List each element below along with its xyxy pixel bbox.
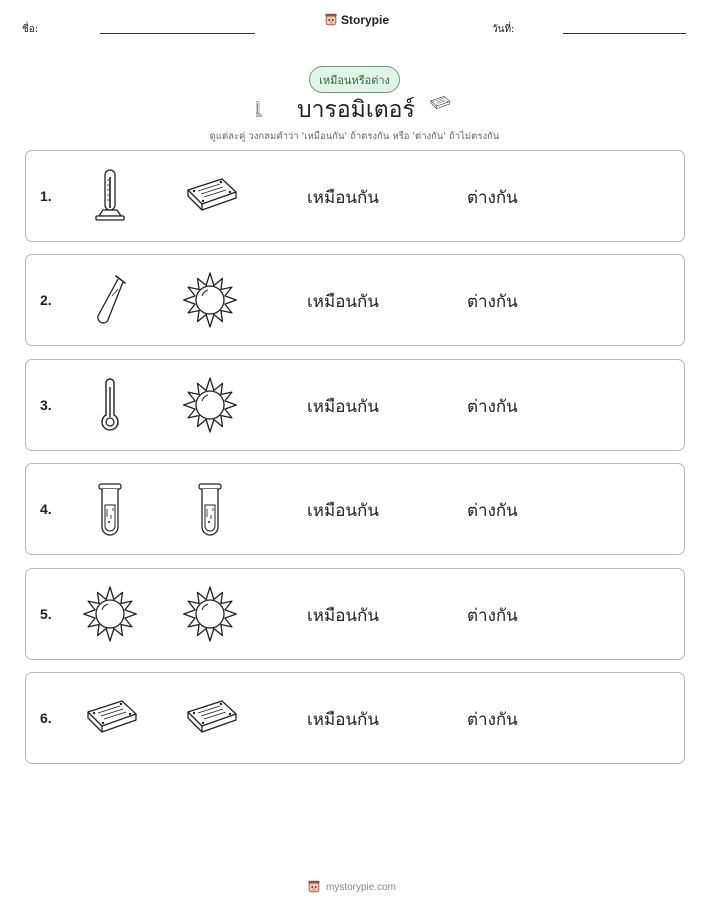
- row-number: 2.: [40, 292, 52, 308]
- row-number: 3.: [40, 397, 52, 413]
- different-option[interactable]: ต่างกัน: [467, 188, 518, 208]
- same-option[interactable]: เหมือนกัน: [307, 606, 379, 626]
- same-option[interactable]: เหมือนกัน: [307, 710, 379, 730]
- sun-icon: [182, 586, 238, 642]
- exercise-row: [25, 672, 685, 764]
- sun-icon: [182, 377, 238, 433]
- storypie-mascot-icon: [324, 13, 338, 27]
- worksheet-header: [0, 0, 709, 50]
- liquid-test-tube-icon: [182, 481, 238, 537]
- brand-logo: [324, 13, 389, 27]
- barometer-plate-icon: [182, 168, 238, 224]
- row-number: 5.: [40, 606, 52, 622]
- date-input-line[interactable]: [563, 33, 686, 34]
- barometer-plate-icon: [426, 96, 458, 124]
- liquid-test-tube-icon: [82, 481, 138, 537]
- name-label: ชื่อ:: [22, 24, 39, 35]
- page-title: บารอมิเตอร์: [297, 97, 415, 123]
- barometer-plate-icon: [182, 690, 238, 746]
- exercise-row: [25, 568, 685, 660]
- sun-icon: [82, 586, 138, 642]
- worksheet-type-badge: เหมือนหรือต่าง: [309, 66, 400, 93]
- sun-icon: [182, 272, 238, 328]
- same-option[interactable]: เหมือนกัน: [307, 292, 379, 312]
- date-label: วันที่:: [492, 24, 515, 35]
- different-option[interactable]: ต่างกัน: [467, 606, 518, 626]
- different-option[interactable]: ต่างกัน: [467, 397, 518, 417]
- footer-url: mystorypie.com: [326, 881, 397, 893]
- storypie-mascot-icon: [307, 880, 321, 894]
- footer: [307, 880, 396, 894]
- row-number: 1.: [40, 188, 52, 204]
- thermometer-stand-icon: [82, 168, 138, 224]
- barometer-plate-icon: [82, 690, 138, 746]
- different-option[interactable]: ต่างกัน: [467, 292, 518, 312]
- name-input-line[interactable]: [100, 33, 255, 34]
- thermometer-stand-icon: [256, 92, 276, 130]
- test-tube-icon: [82, 272, 138, 328]
- exercise-row: [25, 359, 685, 451]
- exercise-row: [25, 463, 685, 555]
- same-option[interactable]: เหมือนกัน: [307, 188, 379, 208]
- different-option[interactable]: ต่างกัน: [467, 710, 518, 730]
- instructions: ดูแต่ละคู่ วงกลมคำว่า 'เหมือนกัน' ถ้าตรงกัน หรือ 'ต่างกัน' ถ้าไม่ตรงกัน: [209, 131, 500, 142]
- exercise-row: [25, 254, 685, 346]
- title-row: [0, 90, 709, 126]
- exercise-row: [25, 150, 685, 242]
- row-number: 6.: [40, 710, 52, 726]
- thermometer-icon: [82, 377, 138, 433]
- same-option[interactable]: เหมือนกัน: [307, 397, 379, 417]
- different-option[interactable]: ต่างกัน: [467, 501, 518, 521]
- same-option[interactable]: เหมือนกัน: [307, 501, 379, 521]
- brand-name: Storypie: [341, 13, 390, 27]
- row-number: 4.: [40, 501, 52, 517]
